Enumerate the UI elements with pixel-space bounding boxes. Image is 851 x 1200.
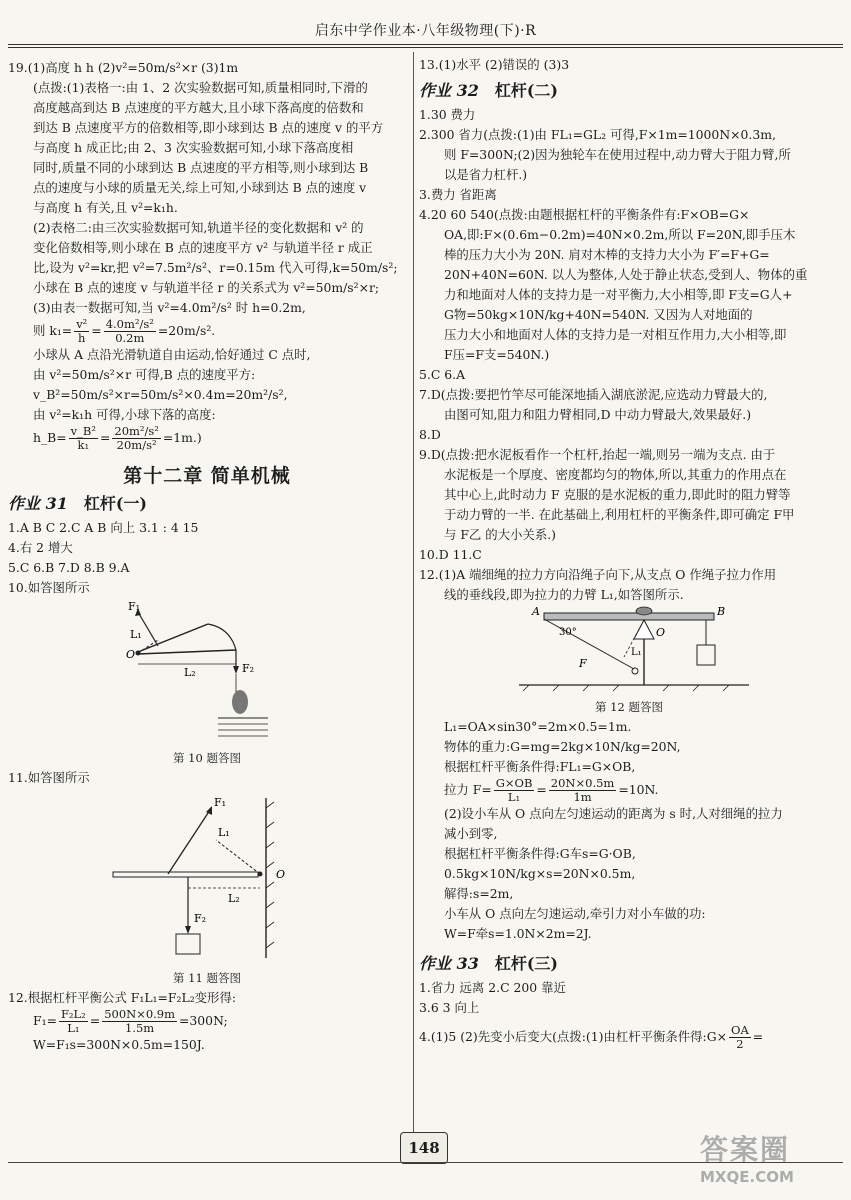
k1-suffix: =20m/s². — [157, 323, 216, 338]
text-line: 则 F=300N;(2)因为独轮车在使用过程中,动力臂大于阻力臂,所 — [444, 147, 791, 162]
hb-suffix: =1m.) — [162, 430, 202, 445]
text-line: 小球在 B 点的速度 v 与轨道半径 r 的关系式为 v²=50m/s²×r; — [33, 280, 380, 295]
text-line: L₁=OA×sin30°=2m×0.5=1m. — [444, 719, 632, 734]
fraction-numerator: 500N×0.9m — [104, 1008, 176, 1021]
text-line: 与高度 h 成正比;由 2、3 次实验数据可知,小球下落高度相 — [33, 140, 354, 155]
text-line: 物体的重力:G=mg=2kg×10N/kg=20N, — [444, 739, 681, 754]
force-f1-line — [168, 810, 210, 874]
label-f2: F₂ — [242, 662, 255, 675]
fraction-denominator: L₁ — [67, 1021, 80, 1035]
text-line: 10.D 11.C — [419, 547, 482, 562]
text-line: 水泥板是一个厚度、密度都均匀的物体,所以,其重力的作用点在 — [444, 467, 787, 482]
text-line: 由 v²=50m/s²×r 可得,B 点的速度平方: — [33, 367, 256, 382]
f1-formula: F₁= $\frac{\text{F₂L₂}}{\text{L₁}}$ = $\frac{500N\times 0.9m}{1.5m}$ =300N; — [33, 1008, 228, 1035]
text-line: 以是省力杠杆.) — [444, 167, 528, 182]
figure-12 — [419, 605, 839, 697]
hanging-weight — [697, 645, 715, 665]
section-heading-31 — [8, 494, 406, 514]
text-line: 比,设为 v²=kr,把 v²=7.5m²/s²、r=0.15m 代入可得,k=50m/s²; — [33, 260, 398, 275]
figure-11 — [8, 788, 406, 968]
fraction-denominator: 1.5m — [125, 1021, 155, 1035]
fraction-denominator: 1m — [573, 790, 592, 804]
question-4-suffix: = — [752, 1029, 764, 1044]
fulcrum — [634, 620, 654, 639]
question-11: 11.如答图所示 — [8, 770, 90, 785]
text-line: 2.300 省力(点拨:(1)由 FL₁=GL₂ 可得,F×1m=1000N×0.3m, — [419, 127, 776, 142]
text-line: (2)表格二:由三次实验数据可知,轨道半径的变化数据和 v² 的 — [33, 220, 364, 235]
lever-board — [113, 872, 258, 877]
text-line: 点的速度与小球的质量无关,综上可知,小球到达 B 点的速度 v — [33, 180, 367, 195]
text-line: 0.5kg×10N/kg×s=20N×0.5m, — [444, 866, 636, 881]
figure-10 — [8, 598, 406, 748]
fraction-numerator: 4.0m²/s² — [105, 318, 154, 331]
watermark-sub: MXQE.COM — [700, 1168, 794, 1186]
hb-prefix: h_B= — [33, 430, 67, 445]
section-label: 作业 31 — [8, 494, 68, 513]
text-line: 19.(1)高度 h h (2)v²=50m/s²×r (3)1m — [8, 60, 239, 75]
fish-icon — [232, 690, 248, 714]
text-line: 解得:s=2m, — [444, 886, 514, 901]
watermark-main: 答案圈 — [700, 1133, 791, 1166]
text-line: 由 v²=k₁h 可得,小球下落的高度: — [33, 407, 216, 422]
wall-hatch — [266, 942, 274, 948]
section-subtitle: 杠杆(二) — [494, 81, 558, 100]
label-f: F — [579, 657, 587, 670]
label-o: O — [656, 626, 666, 639]
rod-lower — [138, 650, 236, 654]
text-line: OA,即:F×(0.6m−0.2m)=40N×0.2m,所以 F=20N,即手压木 — [444, 227, 796, 242]
fraction-denominator: L₁ — [507, 790, 521, 804]
text-line: 于动力臂的一半. 在此基础上,利用杠杆的平衡条件,即可确定 F甲 — [444, 507, 795, 522]
fraction-denominator: 20m/s² — [116, 438, 157, 452]
wall-hatch — [266, 922, 274, 928]
text-line: 到达 B 点速度平方的倍数相等,即小球到达 B 点的速度 v 的平方 — [33, 120, 384, 135]
label-o: O — [276, 868, 286, 881]
section-heading-33 — [419, 954, 839, 974]
section-subtitle: 杠杆(三) — [494, 954, 558, 973]
ground-hatch — [583, 685, 589, 691]
question-19 — [8, 58, 406, 318]
rod-upper — [138, 624, 208, 652]
ground-hatch — [723, 685, 729, 691]
question-12-part2 — [419, 804, 839, 944]
label-f1: F₁ — [214, 796, 227, 809]
text-line: 由图可知,阻力和阻力臂相同,D 中动力臂最大,效果最好.) — [444, 407, 752, 422]
text-line: 8.D — [419, 427, 441, 442]
pull-formula: 拉力 F= $\frac{G\times OB}{\text{L₁}}$ = $\frac{20N\times 0.5m}{1m}$ =10N. — [444, 777, 659, 804]
ground-hatch — [693, 685, 699, 691]
text-line: (3)由表一数据可知,当 v²=4.0m²/s² 时 h=0.2m, — [33, 300, 306, 315]
fraction-numerator: 20m²/s² — [114, 425, 159, 438]
rope — [544, 619, 634, 669]
question-4-text: 4.(1)5 (2)先变小后变大(点拨:(1)由杠杆平衡条件得:G× — [419, 1029, 728, 1044]
figure-10-diagram — [8, 598, 406, 748]
fraction-numerator: 20N×0.5m — [550, 777, 615, 790]
fraction — [59, 1008, 88, 1035]
ground-hatch — [613, 685, 619, 691]
column-divider — [413, 52, 414, 1142]
label-angle: 30° — [559, 627, 577, 638]
text-line: 4.20 60 540(点拨:由题根据杠杆的平衡条件有:F×OB=G× — [419, 207, 750, 222]
text-line: 5.C 6.A — [419, 367, 466, 382]
text-line: G物=50kg×10N/kg+40N=540N. 又因为人对地面的 — [444, 307, 753, 322]
text-line: 20N+40N=60N. 以人为整体,人处于静止状态,受到人、物体的重 — [444, 267, 808, 282]
text-line: 其中心上,此时动力 F 克服的是水泥板的重力,即此时的阻力臂等 — [444, 487, 791, 502]
text-line: 线的垂线段,即为拉力的力臂 L₁,如答图所示. — [444, 587, 684, 602]
header-rule — [8, 44, 843, 45]
fraction-numerator: F₂L₂ — [60, 1008, 86, 1021]
ground-hatch — [523, 685, 529, 691]
text-line: 变化倍数相等,则小球在 B 点的速度平方 v² 与轨道半径 r 成正 — [33, 240, 373, 255]
text-line: 根据杠杆平衡条件得:FL₁=G×OB, — [444, 759, 636, 774]
fraction — [549, 777, 617, 804]
text-line: 5.C 6.B 7.D 8.B 9.A — [8, 560, 130, 575]
label-b: B — [717, 605, 726, 618]
section-subtitle: 杠杆(一) — [83, 494, 147, 513]
label-f1: F₁ — [128, 600, 141, 613]
right-column — [419, 55, 839, 1051]
figure-12-diagram — [419, 605, 839, 697]
left-column — [8, 58, 406, 1055]
watermark-logo — [700, 1128, 840, 1194]
text-line: 3.费力 省距离 — [419, 187, 497, 202]
question-12-intro: 12.根据杠杆平衡公式 F₁L₁=F₂L₂变形得: — [8, 990, 237, 1005]
text-line: 7.D(点拨:要把竹竿尽可能深地插入湖底淤泥,应选动力臂最大的, — [419, 387, 768, 402]
question-13: 13.(1)水平 (2)错误的 (3)3 — [419, 57, 570, 72]
label-l1: L₁ — [631, 647, 642, 658]
fraction-denominator: k₁ — [77, 438, 90, 452]
wall-hatch — [266, 802, 274, 808]
wall-hatch — [266, 822, 274, 828]
fraction-denominator: h — [78, 331, 86, 345]
f1-suffix: =300N; — [179, 1013, 228, 1028]
text-line: W=F牵s=1.0N×2m=2J. — [444, 926, 592, 941]
text-line: 小车从 O 点向左匀速运动,牵引力对小车做的功: — [444, 906, 706, 921]
header-rule-double — [8, 47, 843, 48]
header-title: 启东中学作业本·八年级物理(下)·R — [314, 23, 537, 39]
homework-32-answers — [419, 105, 839, 605]
hand-point — [632, 668, 638, 674]
figure-12-caption: 第 12 题答图 — [595, 700, 663, 714]
fraction — [104, 318, 156, 345]
text-line: 1.30 费力 — [419, 107, 476, 122]
text-line: 1.A B C 2.C A B 向上 3.1 : 4 15 — [8, 520, 199, 535]
text-line: 1.省力 远离 2.C 200 靠近 — [419, 980, 566, 995]
fraction-denominator: 0.2m — [115, 331, 145, 345]
text-line: 与 F乙 的大小关系.) — [444, 527, 556, 542]
k1-prefix: 则 k₁= — [33, 323, 73, 338]
text-line: 4.右 2 增大 — [8, 540, 73, 555]
homework-33-answers — [419, 978, 839, 1018]
text-line: v_B²=50m/s²×r=50m/s²×0.4m=20m²/s², — [33, 387, 288, 402]
lever-beam — [544, 613, 714, 620]
ground-hatch — [553, 685, 559, 691]
figure-11-caption: 第 11 题答图 — [173, 971, 241, 985]
text-line: 根据杠杆平衡条件得:G车s=G·OB, — [444, 846, 636, 861]
fraction — [74, 318, 89, 345]
ground-hatch — [663, 685, 669, 691]
arrow-icon — [185, 926, 191, 934]
text-line: 减小到零, — [444, 826, 498, 841]
wall-hatch — [266, 902, 274, 908]
cart-icon — [636, 607, 652, 615]
label-l1: L₁ — [130, 628, 142, 641]
label-l2: L₂ — [228, 892, 240, 905]
fraction-numerator: v_B² — [70, 425, 96, 438]
text-line: 与高度 h 有关,且 v²=k₁h. — [33, 200, 178, 215]
text-line: 10.如答图所示 — [8, 580, 90, 595]
text-line: 高度越高到达 B 点速度的平方越大,且小球下落高度的倍数和 — [33, 100, 364, 115]
page-number: 148 — [400, 1132, 448, 1164]
label-l2: L₂ — [184, 666, 196, 679]
label-o: O — [126, 648, 136, 661]
question-12-work: W=F₁s=300N×0.5m=150J. — [33, 1037, 205, 1052]
label-l1: L₁ — [218, 826, 230, 839]
text-line: F压=F支=540N.) — [444, 347, 550, 362]
section-label: 作业 33 — [419, 954, 479, 973]
label-f2: F₂ — [194, 912, 207, 925]
question-19-continued — [8, 345, 406, 425]
text-line: 小球从 A 点沿光滑轨道自由运动,恰好通过 C 点时, — [33, 347, 311, 362]
fraction-numerator: G×OB — [495, 777, 533, 790]
chapter-title: 第十二章 简单机械 — [123, 465, 291, 487]
homework-31-answers — [8, 518, 406, 598]
fraction — [69, 425, 98, 452]
rod-tip — [208, 624, 236, 650]
fraction-denominator: 2 — [736, 1037, 744, 1051]
text-line: (2)设小车从 O 点向左匀速运动的距离为 s 时,人对细绳的拉力 — [444, 806, 783, 821]
text-line: 9.D(点拨:把水泥板看作一个杠杆,抬起一端,则另一端为支点. 由于 — [419, 447, 776, 462]
fraction — [112, 425, 161, 452]
fraction-numerator: OA — [731, 1024, 749, 1037]
text-line: 力和地面对人体的支持力是一对平衡力,大小相等,即 F支=G人+ — [444, 287, 793, 302]
arm-l1 — [216, 840, 260, 874]
figure-11-diagram — [8, 788, 406, 968]
hb-formula: h_B= $\frac{\text{v\_B²}}{\text{k₁}}$ = $\frac{\text{20m²/s²}}{\text{20m/s²}}$ =1m.) — [33, 425, 202, 452]
wall-hatch — [266, 842, 274, 848]
fraction — [494, 777, 535, 804]
text-line: 棒的压力大小为 20N. 肩对木棒的支持力大小为 F′=F+G= — [444, 247, 770, 262]
wall-hatch — [266, 862, 274, 868]
text-line: (点拨:(1)表格一:由 1、2 次实验数据可知,质量相同时,下滑的 — [33, 80, 368, 95]
arrow-icon — [233, 666, 239, 674]
wall-hatch — [266, 882, 274, 888]
fraction — [102, 1008, 177, 1035]
text-line: 12.(1)A 端细绳的拉力方向沿绳子向下,从支点 O 作绳子拉力作用 — [419, 567, 777, 582]
page-header — [0, 0, 851, 50]
question-12-solution — [419, 717, 839, 777]
question-4 — [419, 1024, 839, 1051]
f1-prefix: F₁= — [33, 1013, 57, 1028]
pull-prefix: 拉力 F= — [444, 782, 492, 797]
k1-formula: 则 k₁= $\frac{\text{v²}}{h}$ = $\frac{\text{4.0m²/s²}}{0.2m}$ =20m/s². — [33, 318, 216, 345]
text-line: 3.6 3 向上 — [419, 1000, 480, 1015]
label-a: A — [532, 605, 540, 618]
fraction-numerator: v² — [76, 318, 88, 331]
pull-suffix: =10N. — [618, 782, 659, 797]
figure-10-caption: 第 10 题答图 — [173, 751, 241, 765]
text-line: 同时,质量不同的小球到达 B 点速度的平方相等,则小球到达 B — [33, 160, 369, 175]
weight-block — [176, 934, 200, 954]
fraction — [729, 1024, 751, 1051]
section-heading-32 — [419, 81, 839, 101]
text-line: 压力大小和地面对人体的支持力是一对相互作用力,大小相等,即 — [444, 327, 787, 342]
section-label: 作业 32 — [419, 81, 479, 100]
